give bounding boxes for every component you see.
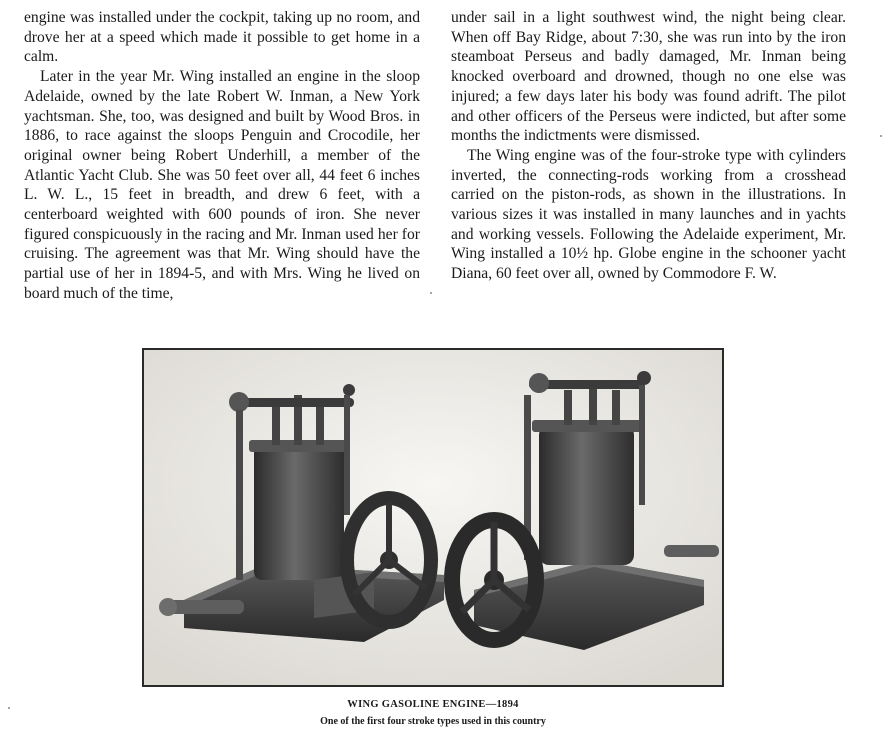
text-column-right: [451, 8, 846, 284]
engine-illustration: [144, 350, 722, 685]
paragraph: Later in the year Mr. Wing installed an engine in the sloop Adelaide, owned by the late Robert W. Inman, a New York yachtsman. She, too, was designed and built by Wood Bros. in 1886, to race against the sloops Penguin and Crocodile, her original owner being Robert Underhill, a member of the Atlantic Yacht Club. She was 50 feet over all, 44 feet 6 inches L. W. L., 15 feet in breadth, and drew 6 feet, with a centerboard weighted with 600 pounds of iron. She never figured conspicuously in the racing and Mr. Inman used her for cruising. The agreement was that Mr. Wing should have the partial use of her in 1894-5, and with Mrs. Wing he lived on board much of the time,: [24, 68, 420, 302]
print-speck: [430, 292, 432, 294]
print-speck: [8, 707, 10, 709]
engine-photograph: [142, 348, 724, 687]
figure-caption-subtitle: One of the first four stroke types used in this country: [320, 716, 546, 727]
print-speck: [880, 135, 882, 137]
figure-caption-title: WING GASOLINE ENGINE—1894: [347, 699, 519, 710]
paragraph: under sail in a light southwest wind, the night being clear. When off Bay Ridge, about 7:30, she was run into by the iron steamboat Perseus and badly damaged, Mr. Inman being knocked overboard and drowned, though no one else was injured; a few days later his body was found adrift. The pilot and other officers of the Perseus were indicted, but after some months the indictments were dismissed.: [451, 9, 846, 145]
paragraph: engine was installed under the cockpit, taking up no room, and drove her at a speed which made it possible to get home in a calm.: [24, 9, 420, 66]
text-column-left: [24, 8, 420, 304]
paragraph: The Wing engine was of the four-stroke type with cylinders inverted, the connecting-rods working from a crosshead carried on the piston-rods, as shown in the illustrations. In various sizes it was installed in many launches and in yachts and working vessels. Following the Adelaide experiment, Mr. Wing installed a 10½ hp. Globe engine in the schooner yacht Diana, 60 feet over all, owned by Commodore F. W.: [451, 146, 846, 283]
